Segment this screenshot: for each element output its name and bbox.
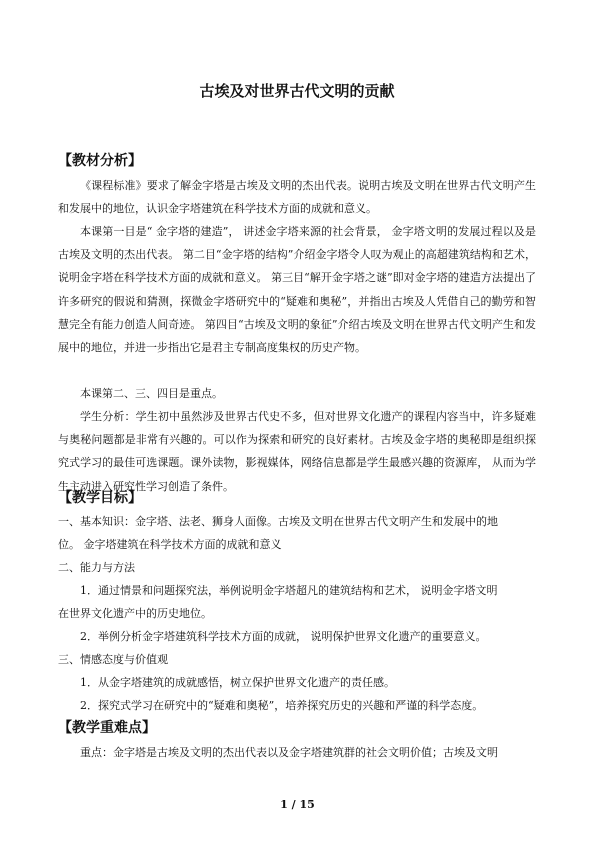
paragraph-curriculum: 《课程标准》要求了解金字塔是古埃及文明的杰出代表。说明古埃及文明在世界古代文明产生和发展中的地位，认识金字塔建筑在科学技术方面的成就和意义。 (58, 179, 536, 216)
goal-attitude-item2: 2．探究式学习在研究中的“疑难和奥秘”，培养探究历史的兴趣和严谨的科学态度。 (80, 699, 484, 712)
goal-ability-heading: 二、能力与方法 (58, 561, 135, 574)
page-number: 1 / 15 (280, 798, 315, 811)
goal-attitude-heading: 三、情感态度与价值观 (58, 653, 168, 666)
paragraph-key-sections: 本课第二、三、四目是重点。 (80, 387, 223, 400)
paragraph-lesson-structure: 本课第一目是“ 金字塔的建造”， 讲述金字塔来源的社会背景， 金字塔文明的发展过程以及是古埃及文明的杰出代表。 第二目“金字塔的结构”介绍金字塔令人叹为观止的高超建筑结构和艺术，说明金字塔在科学技术方面的成就和意义。 第三目“解开金字塔之谜”即对金字塔的建造方法提出了许多研究的假说和猜测，探微金字塔研究中的“疑难和奥秘”，并指出古埃及人凭借自己的勤劳和智慧完全有能力创造人间奇迹。 第四目“古埃及文明的象征”介绍古埃及文明在世界古代文明产生和发展中的地位，并进一步指出它是君主专制高度集权的历史产物。 (58, 225, 536, 355)
goal-attitude-item1: 1．从金字塔建筑的成就感悟，树立保护世界文化遗产的责任感。 (80, 676, 395, 689)
document-title: 古埃及对世界古代文明的贡献 (199, 82, 395, 100)
goal-ability-item1-line1: 1．通过情景和问题探究法，举例说明金字塔超凡的建筑结构和艺术， 说明金字塔文明 (80, 584, 498, 597)
goal-ability-item1-line2: 在世界文化遗产中的历史地位。 (58, 607, 212, 620)
section-heading-goals: 【教学目标】 (58, 490, 142, 506)
goal-ability-item2: 2．举例分析金字塔建筑科学技术方面的成就， 说明保护世界文化遗产的重要意义。 (80, 630, 487, 643)
section-heading-key-points: 【教学重难点】 (58, 720, 156, 736)
paragraph-student-analysis: 学生分析：学生初中虽然涉及世界古代史不多，但对世界文化遗产的课程内容当中，许多疑难与奥秘问题都是非常有兴趣的。可以作为探索和研究的良好素材。古埃及金字塔的奥秘即是组织探究式学习的最佳可选课题。课外读物，影视媒体，网络信息都是学生最感兴趣的资源库， 从而为学生主动进入研究性学习创造了条件。 (58, 410, 536, 493)
section-heading-analysis: 【教材分析】 (58, 153, 142, 169)
goal-basic-knowledge-line1: 一、基本知识：金字塔、法老、狮身人面像。古埃及文明在世界古代文明产生和发展中的地 (58, 515, 498, 528)
key-points-line1: 重点：金字塔是古埃及文明的杰出代表以及金字塔建筑群的社会文明价值；古埃及文明 (80, 746, 498, 759)
goal-basic-knowledge-line2: 位。 金字塔建筑在科学技术方面的成就和意义 (58, 538, 282, 551)
